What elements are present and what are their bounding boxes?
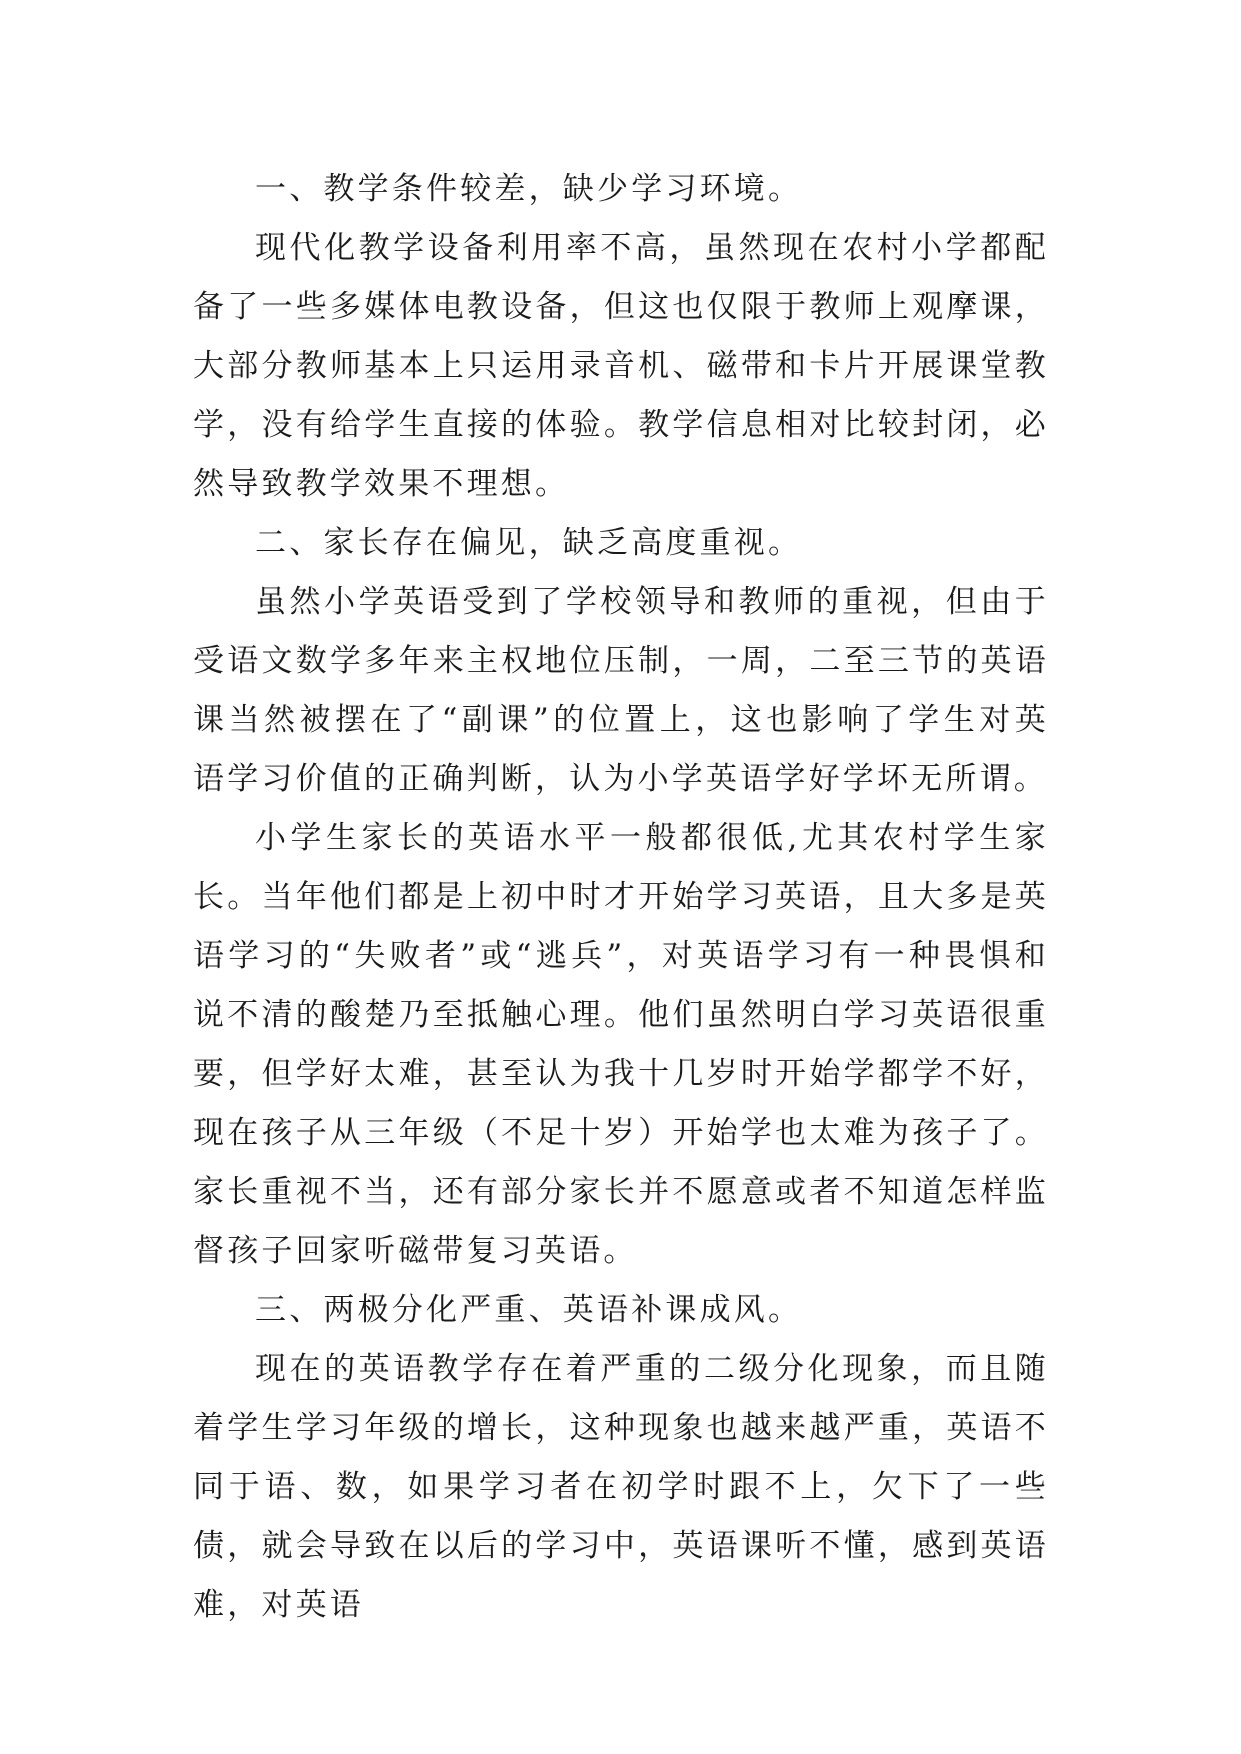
section-heading-2: 二、家长存在偏见，缺乏高度重视。 — [255, 525, 803, 561]
paragraph: 小学生家长的英语水平一般都很低,尤其农村学生家长。当年他们都是上初中时才开始学习英语，且大多是英语学习的“失败者”或“逃兵”，对英语学习有一种畏惧和说不清的酸楚乃至抵触心理。他们虽然明白学习英语很重要，但学好太难，甚至认为我十几岁时开始学都学不好，现在孩子从三年级（不足十岁）开始学也太难为孩子了。家长重视不当，还有部分家长并不愿意或者不知道怎样监督孩子回家听磁带复习英语。 — [193, 820, 1049, 1269]
document-body — [193, 160, 1049, 1635]
section-heading-3: 三、两极分化严重、英语补课成风。 — [255, 1292, 803, 1328]
paragraph: 现代化教学设备利用率不高，虽然现在农村小学都配备了一些多媒体电教设备，但这也仅限于教师上观摩课，大部分教师基本上只运用录音机、磁带和卡片开展课堂教学，没有给学生直接的体验。教学信息相对比较封闭，必然导致教学效果不理想。 — [193, 230, 1049, 502]
section-heading-1: 一、教学条件较差，缺少学习环境。 — [255, 171, 803, 207]
paragraph: 虽然小学英语受到了学校领导和教师的重视，但由于受语文数学多年来主权地位压制，一周，二至三节的英语课当然被摆在了“副课”的位置上，这也影响了学生对英语学习价值的正确判断，认为小学英语学好学坏无所谓。 — [193, 584, 1049, 797]
paragraph: 现在的英语教学存在着严重的二级分化现象，而且随着学生学习年级的增长，这种现象也越来越严重，英语不同于语、数，如果学习者在初学时跟不上，欠下了一些债，就会导致在以后的学习中，英语课听不懂，感到英语难，对英语 — [193, 1351, 1049, 1623]
